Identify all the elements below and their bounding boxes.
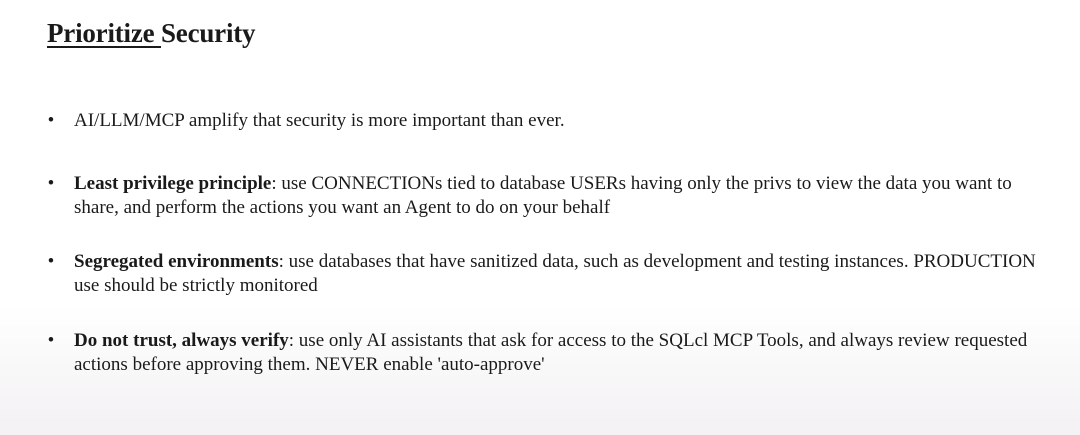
bullet-dot-icon: • bbox=[47, 173, 55, 194]
bullet-body: : use only AI assistants that ask for access to the SQLcl MCP Tools, and always review requested actions before approving them. NEVER enable 'auto-approve' bbox=[74, 330, 1028, 375]
slide-title-rest: Security bbox=[160, 18, 256, 48]
bullet-text bbox=[74, 250, 1036, 298]
bullet-heading: Do not trust, always verify bbox=[74, 330, 289, 351]
bullet-text bbox=[74, 172, 1036, 220]
bullet-heading: Segregated environments bbox=[74, 251, 279, 272]
bullet-body: AI/LLM/MCP amplify that security is more important than ever. bbox=[74, 110, 565, 131]
bullet-heading: Least privilege principle bbox=[74, 173, 272, 194]
slide-title-underlined: Prioritize bbox=[47, 18, 161, 48]
bullet-text bbox=[74, 109, 1036, 133]
slide-title bbox=[47, 18, 255, 49]
bullet-dot-icon: • bbox=[47, 330, 55, 351]
bullet-item-least-privilege bbox=[46, 172, 1036, 220]
bullet-item-always-verify bbox=[46, 329, 1036, 377]
bullet-text bbox=[74, 329, 1036, 377]
bullet-dot-icon: • bbox=[47, 110, 55, 131]
bullet-body: : use databases that have sanitized data, such as development and testing instances. PRODUCTION use should be strictly monitored bbox=[74, 251, 1036, 296]
bullet-dot-icon: • bbox=[47, 251, 55, 272]
bullet-item-security-importance bbox=[46, 109, 1036, 133]
bullet-item-segregated-environments bbox=[46, 250, 1036, 298]
bullet-body: : use CONNECTIONs tied to database USERs having only the privs to view the data you want to share, and perform the actions you want an Agent to do on your behalf bbox=[74, 173, 1012, 218]
